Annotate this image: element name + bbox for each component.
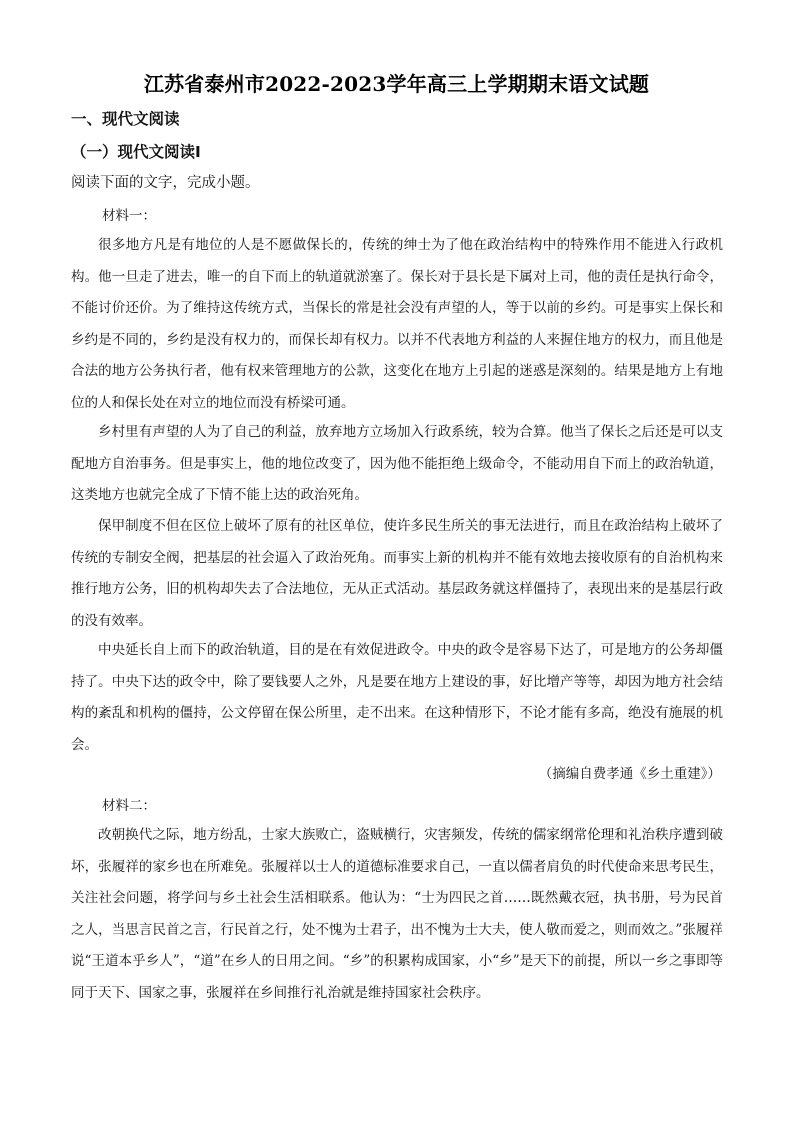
material-1-paragraph: 保甲制度不但在区位上破坏了原有的社区单位，使许多民生所关的事无法进行，而且在政治结构上破坏了传统的专制安全阀，把基层的社会逼入了政治死角。而事实上新的机构并不能有效地去接收原有的自治机构来推行地方公务，旧的机构却失去了合法地位，无从正式活动。基层政务就这样僵持了，表现出来的是基层行政的没有效率。 xyxy=(71,518,723,629)
section-heading: 一、现代文阅读 xyxy=(71,110,180,128)
subsection-heading: （一）现代文阅读Ⅰ xyxy=(71,143,201,161)
material-2-label: 材料二： xyxy=(102,798,156,814)
material-1-source: （摘编自费孝通《乡土重建》） xyxy=(538,766,721,782)
material-1-paragraph: 中央延长自上而下的政治轨道，目的是在有效促进政令。中央的政令是容易下达了，可是地方的公务却僵持了。中央下达的政令中，除了要钱要人之外，凡是要在地方上建设的事，好比增产等等，却因为地方社会结构的紊乱和机构的僵持，公文停留在保公所里，走不出来。在这种情形下，不论才能有多高，绝没有施展的机会。 xyxy=(71,642,723,753)
material-1-paragraph: 很多地方凡是有地位的人是不愿做保长的，传统的绅士为了他在政治结构中的特殊作用不能进入行政机构。他一旦走了进去，唯一的自下而上的轨道就淤塞了。保长对于县长是下属对上司，他的责任是执行命令，不能讨价还价。为了维持这传统方式，当保长的常是社会没有声望的人，等于以前的乡约。可是事实上保长和乡约是不同的，乡约是没有权力的，而保长却有权力。以并不代表地方利益的人来握住地方的权力，而且他是合法的地方公务执行者，他有权来管理地方的公款，这变化在地方上引起的迷惑是深刻的。结果是地方上有地位的人和保长处在对立的地位而没有桥梁可通。 xyxy=(71,237,723,411)
material-1-paragraph: 乡村里有声望的人为了自己的利益，放弃地方立场加入行政系统，较为合算。他当了保长之后还是可以支配地方自治事务。但是事实上，他的地位改变了，因为他不能拒绝上级命令，不能动用自下而上的政治轨道，这类地方也就完全成了下情不能上达的政治死角。 xyxy=(71,424,723,504)
material-2-paragraph: 改朝换代之际，地方纷乱，士家大族败亡，盗贼横行，灾害频发，传统的儒家纲常伦理和礼治秩序遭到破坏，张履祥的家乡也在所难免。张履祥以士人的道德标准要求自己，一直以儒者肩负的时代使命来思考民生，关注社会问题，将学问与乡土社会生活相联系。他认为：“士为四民之首……既然戴衣冠，执书册，号为民首之人，当思言民首之言，行民首之行，处不愧为士君子，出不愧为士大夫，使人敬而爱之，则而效之。”张履祥说“王道本乎乡人”，“道”在乡人的日用之间。“乡”的积累构成国家，小“乡”是天下的前提，所以一乡之事即等同于天下、国家之事，张履祥在乡间推行礼治就是维持国家社会秩序。 xyxy=(71,827,723,1001)
material-1-label: 材料一： xyxy=(102,208,156,224)
document-title: 江苏省泰州市2022-2023学年高三上学期期末语文试题 xyxy=(143,72,650,96)
instruction-text: 阅读下面的文字，完成小题。 xyxy=(71,175,260,191)
